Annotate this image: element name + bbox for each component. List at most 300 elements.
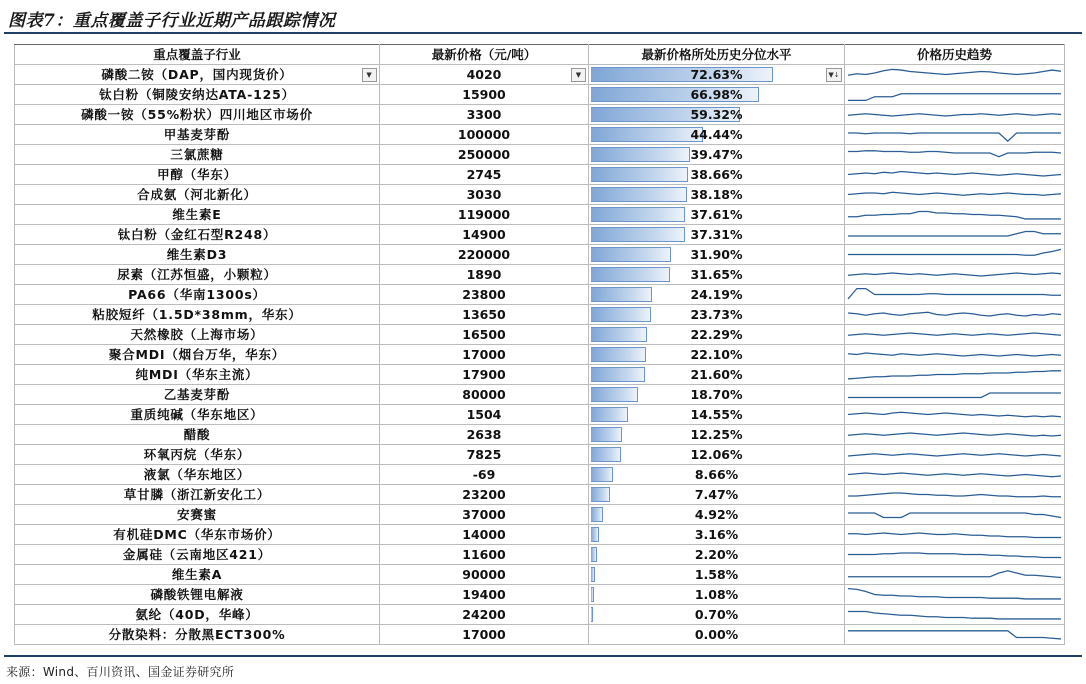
- percentile-value: 22.29%: [690, 327, 743, 342]
- industry-name: 醋酸: [183, 427, 211, 442]
- latest-price: 4020: [466, 67, 502, 82]
- sparkline-path: [848, 473, 1061, 477]
- sparkline-path: [848, 232, 1061, 236]
- trend-cell: [845, 265, 1065, 285]
- latest-price: 15900: [462, 87, 506, 102]
- percentile-cell[interactable]: [589, 625, 845, 645]
- trend-cell: [845, 565, 1065, 585]
- sparkline-path: [848, 571, 1061, 578]
- product-tracking-table: [14, 44, 1065, 645]
- latest-price-cell[interactable]: [380, 145, 589, 165]
- price-trend-sparkline: [845, 505, 1064, 524]
- table-row[interactable]: [15, 445, 1065, 465]
- latest-price: 23200: [462, 487, 506, 502]
- industry-name: 甲醇（华东）: [157, 167, 237, 182]
- industry-cell[interactable]: [15, 525, 380, 545]
- sparkline-path: [848, 192, 1061, 195]
- industry-name: 维生素E: [172, 207, 222, 222]
- filter-sort-icon[interactable]: ▼↓: [826, 68, 842, 82]
- sparkline-path: [848, 493, 1061, 497]
- industry-name: 分散染料：分散黑ECT300%: [108, 627, 286, 642]
- percentile-value: 24.19%: [690, 287, 743, 302]
- latest-price-cell[interactable]: [380, 125, 589, 145]
- price-trend-sparkline: [845, 345, 1064, 364]
- industry-name: 尿素（江苏恒盛，小颗粒）: [117, 267, 277, 282]
- percentile-value: 12.06%: [690, 447, 743, 462]
- industry-name: 维生素A: [171, 567, 223, 582]
- percentile-cell[interactable]: [589, 385, 845, 405]
- latest-price: 16500: [462, 327, 506, 342]
- latest-price-cell[interactable]: [380, 325, 589, 345]
- price-trend-sparkline: [845, 145, 1064, 164]
- sparkline-path: [848, 393, 1061, 397]
- industry-name: 甲基麦芽酚: [163, 127, 231, 142]
- industry-name: 环氧丙烷（华东）: [143, 447, 251, 462]
- table-body: [15, 65, 1065, 645]
- header-latest-price[interactable]: 最新价格（元/吨）: [380, 45, 589, 65]
- table-row[interactable]: [15, 105, 1065, 125]
- latest-price-cell[interactable]: [380, 425, 589, 445]
- price-trend-sparkline: [845, 205, 1064, 224]
- sparkline-path: [848, 69, 1061, 75]
- industry-cell[interactable]: [15, 505, 380, 525]
- percentile-value: 38.18%: [690, 187, 743, 202]
- industry-cell[interactable]: [15, 545, 380, 565]
- table-row[interactable]: [15, 345, 1065, 365]
- percentile-value: 44.44%: [690, 127, 743, 142]
- table-row[interactable]: [15, 285, 1065, 305]
- latest-price: 1890: [466, 267, 502, 282]
- percentile-cell[interactable]: [589, 525, 845, 545]
- industry-cell[interactable]: [15, 625, 380, 645]
- industry-cell[interactable]: [15, 485, 380, 505]
- sparkline-path: [848, 612, 1061, 619]
- figure-title: 图表7：重点覆盖子行业近期产品跟踪情况: [8, 11, 336, 31]
- sparkline-path: [848, 212, 1061, 219]
- price-trend-sparkline: [845, 85, 1064, 104]
- price-trend-sparkline: [845, 105, 1064, 124]
- percentile-value: 22.10%: [690, 347, 743, 362]
- price-trend-sparkline: [845, 625, 1064, 644]
- sparkline-path: [848, 249, 1061, 255]
- percentile-cell[interactable]: [589, 145, 845, 165]
- percentile-value: 0.00%: [694, 627, 739, 642]
- price-trend-sparkline: [845, 545, 1064, 564]
- trend-cell: [845, 345, 1065, 365]
- percentile-value: 3.16%: [694, 527, 739, 542]
- industry-cell[interactable]: [15, 345, 380, 365]
- table-row[interactable]: [15, 325, 1065, 345]
- percentile-cell[interactable]: [589, 585, 845, 605]
- latest-price-cell[interactable]: [380, 345, 589, 365]
- latest-price: 17900: [462, 367, 506, 382]
- industry-name: 磷酸铁锂电解液: [150, 587, 244, 602]
- price-trend-sparkline: [845, 165, 1064, 184]
- title-divider: [4, 32, 1082, 34]
- industry-cell[interactable]: [15, 305, 380, 325]
- latest-price: 11600: [462, 547, 506, 562]
- industry-name: 天然橡胶（上海市场）: [130, 327, 264, 342]
- industry-cell[interactable]: [15, 205, 380, 225]
- table-row[interactable]: [15, 405, 1065, 425]
- trend-cell: [845, 325, 1065, 345]
- industry-name: 纯MDI（华东主流）: [135, 367, 259, 382]
- percentile-cell[interactable]: [589, 65, 845, 85]
- table-row[interactable]: [15, 565, 1065, 585]
- price-trend-sparkline: [845, 425, 1064, 444]
- latest-price: 1504: [466, 407, 502, 422]
- trend-cell: [845, 605, 1065, 625]
- table-row[interactable]: [15, 485, 1065, 505]
- industry-name: 三氯蔗糖: [170, 147, 224, 162]
- percentile-cell[interactable]: [589, 485, 845, 505]
- industry-name: 聚合MDI（烟台万华，华东）: [108, 347, 286, 362]
- percentile-cell[interactable]: [589, 565, 845, 585]
- percentile-value: 72.63%: [690, 67, 743, 82]
- sparkline-path: [848, 533, 1061, 537]
- table-row[interactable]: [15, 365, 1065, 385]
- latest-price-cell[interactable]: [380, 605, 589, 625]
- sparkline-path: [848, 273, 1061, 276]
- trend-cell: [845, 485, 1065, 505]
- percentile-value: 31.90%: [690, 247, 743, 262]
- trend-cell: [845, 125, 1065, 145]
- sparkline-path: [848, 412, 1061, 416]
- percentile-value: 59.32%: [690, 107, 743, 122]
- industry-cell[interactable]: [15, 425, 380, 445]
- industry-name: 维生素D3: [166, 247, 228, 262]
- percentile-cell[interactable]: [589, 205, 845, 225]
- chevron-down-icon[interactable]: ▼: [362, 68, 377, 82]
- percentile-cell[interactable]: [589, 305, 845, 325]
- latest-price: 80000: [462, 387, 506, 402]
- trend-cell: [845, 285, 1065, 305]
- sparkline-path: [848, 433, 1061, 436]
- industry-cell[interactable]: [15, 145, 380, 165]
- header-percentile[interactable]: 最新价格所处历史分位水平: [589, 45, 845, 65]
- percentile-value: 21.60%: [690, 367, 743, 382]
- industry-cell[interactable]: [15, 605, 380, 625]
- industry-cell[interactable]: [15, 445, 380, 465]
- table-row[interactable]: [15, 425, 1065, 445]
- table-row[interactable]: [15, 165, 1065, 185]
- price-trend-sparkline: [845, 525, 1064, 544]
- industry-cell[interactable]: [15, 85, 380, 105]
- industry-name: 钛白粉（金红石型R248）: [117, 227, 277, 242]
- trend-cell: [845, 225, 1065, 245]
- percentile-cell[interactable]: [589, 265, 845, 285]
- industry-cell[interactable]: [15, 385, 380, 405]
- percentile-value: 8.66%: [694, 467, 739, 482]
- latest-price: 14000: [462, 527, 506, 542]
- table-row[interactable]: [15, 225, 1065, 245]
- latest-price-cell[interactable]: [380, 385, 589, 405]
- sparkline-path: [848, 553, 1061, 557]
- percentile-cell[interactable]: [589, 225, 845, 245]
- sparkline-path: [848, 151, 1061, 157]
- chevron-down-icon[interactable]: ▼: [571, 68, 586, 82]
- industry-cell[interactable]: [15, 185, 380, 205]
- latest-price: 23800: [462, 287, 506, 302]
- sparkline-path: [848, 133, 1061, 141]
- latest-price-cell[interactable]: [380, 625, 589, 645]
- latest-price-cell[interactable]: [380, 265, 589, 285]
- price-trend-sparkline: [845, 265, 1064, 284]
- industry-cell[interactable]: [15, 125, 380, 145]
- latest-price: 13650: [462, 307, 506, 322]
- percentile-cell[interactable]: [589, 605, 845, 625]
- industry-name: 草甘膦（浙江新安化工）: [123, 487, 271, 502]
- trend-cell: [845, 545, 1065, 565]
- trend-cell: [845, 185, 1065, 205]
- percentile-cell[interactable]: [589, 125, 845, 145]
- price-trend-sparkline: [845, 245, 1064, 264]
- latest-price-cell[interactable]: [380, 245, 589, 265]
- percentile-value: 37.31%: [690, 227, 743, 242]
- table-row[interactable]: [15, 385, 1065, 405]
- table-row[interactable]: [15, 505, 1065, 525]
- latest-price-cell[interactable]: [380, 185, 589, 205]
- percentile-cell[interactable]: [589, 85, 845, 105]
- percentile-value: 23.73%: [690, 307, 743, 322]
- industry-cell[interactable]: [15, 225, 380, 245]
- source-note: 来源：Wind、百川资讯、国金证券研究所: [6, 665, 235, 679]
- price-trend-sparkline: [845, 585, 1064, 604]
- percentile-cell[interactable]: [589, 365, 845, 385]
- sparkline-path: [848, 454, 1061, 456]
- latest-price: 2745: [466, 167, 502, 182]
- industry-cell[interactable]: [15, 465, 380, 485]
- trend-cell: [845, 245, 1065, 265]
- price-trend-sparkline: [845, 605, 1064, 624]
- latest-price-cell[interactable]: [380, 445, 589, 465]
- price-trend-sparkline: [845, 565, 1064, 584]
- header-industry[interactable]: 重点覆盖子行业: [15, 45, 380, 65]
- industry-name: 重质纯碱（华东地区）: [130, 407, 264, 422]
- industry-cell[interactable]: [15, 285, 380, 305]
- percentile-value: 14.55%: [690, 407, 743, 422]
- sparkline-path: [848, 589, 1061, 599]
- percentile-cell[interactable]: [589, 545, 845, 565]
- latest-price: 220000: [457, 247, 511, 262]
- price-trend-sparkline: [845, 445, 1064, 464]
- latest-price-cell[interactable]: [380, 205, 589, 225]
- industry-name: 乙基麦芽酚: [163, 387, 231, 402]
- price-trend-sparkline: [845, 385, 1064, 404]
- industry-name: 氨纶（40D，华峰）: [135, 607, 259, 622]
- latest-price: 37000: [462, 507, 506, 522]
- trend-cell: [845, 145, 1065, 165]
- table-row[interactable]: [15, 605, 1065, 625]
- latest-price-cell[interactable]: [380, 545, 589, 565]
- percentile-cell[interactable]: [589, 345, 845, 365]
- trend-cell: [845, 445, 1065, 465]
- sparkline-path: [848, 289, 1061, 299]
- industry-cell[interactable]: [15, 265, 380, 285]
- price-trend-sparkline: [845, 125, 1064, 144]
- percentile-cell[interactable]: [589, 285, 845, 305]
- industry-cell[interactable]: [15, 325, 380, 345]
- table-row[interactable]: [15, 245, 1065, 265]
- industry-cell[interactable]: [15, 105, 380, 125]
- percentile-cell[interactable]: [589, 185, 845, 205]
- percentile-value: 7.47%: [694, 487, 739, 502]
- percentile-value: 66.98%: [690, 87, 743, 102]
- industry-name: 有机硅DMC（华东市场价）: [113, 527, 281, 542]
- percentile-value: 1.58%: [694, 567, 739, 582]
- latest-price: 14900: [462, 227, 506, 242]
- table-row[interactable]: [15, 125, 1065, 145]
- percentile-value: 12.25%: [690, 427, 743, 442]
- price-trend-sparkline: [845, 325, 1064, 344]
- latest-price-cell[interactable]: [380, 405, 589, 425]
- percentile-cell[interactable]: [589, 465, 845, 485]
- price-trend-sparkline: [845, 305, 1064, 324]
- table-row[interactable]: [15, 305, 1065, 325]
- price-trend-sparkline: [845, 405, 1064, 424]
- trend-cell: [845, 305, 1065, 325]
- percentile-cell[interactable]: [589, 165, 845, 185]
- table-row[interactable]: [15, 145, 1065, 165]
- latest-price-cell[interactable]: [380, 225, 589, 245]
- sparkline-path: [848, 94, 1061, 101]
- industry-name: 粘胶短纤（1.5D*38mm，华东）: [92, 307, 302, 322]
- trend-cell: [845, 505, 1065, 525]
- sparkline-path: [848, 631, 1061, 639]
- industry-name: 钛白粉（铜陵安纳达ATA-125）: [99, 87, 295, 102]
- latest-price-cell[interactable]: [380, 165, 589, 185]
- industry-name: 磷酸二铵（DAP，国内现货价）: [101, 67, 293, 82]
- trend-cell: [845, 585, 1065, 605]
- industry-cell[interactable]: [15, 585, 380, 605]
- percentile-value: 0.70%: [694, 607, 739, 622]
- source-divider: [4, 655, 1082, 657]
- trend-cell: [845, 205, 1065, 225]
- percentile-value: 39.47%: [690, 147, 743, 162]
- trend-cell: [845, 385, 1065, 405]
- latest-price-cell[interactable]: [380, 465, 589, 485]
- industry-name: PA66（华南1300s）: [128, 287, 266, 302]
- latest-price-cell[interactable]: [380, 105, 589, 125]
- latest-price-cell[interactable]: [380, 305, 589, 325]
- industry-cell[interactable]: [15, 365, 380, 385]
- latest-price: 3300: [466, 107, 502, 122]
- latest-price: 17000: [462, 347, 506, 362]
- trend-cell: [845, 465, 1065, 485]
- latest-price-cell[interactable]: [380, 285, 589, 305]
- industry-name: 安赛蜜: [177, 507, 217, 522]
- trend-cell: [845, 405, 1065, 425]
- table-row[interactable]: [15, 525, 1065, 545]
- industry-cell[interactable]: [15, 405, 380, 425]
- industry-cell[interactable]: [15, 245, 380, 265]
- latest-price: 19400: [462, 587, 506, 602]
- table-row[interactable]: [15, 265, 1065, 285]
- latest-price-cell[interactable]: [380, 485, 589, 505]
- trend-cell: [845, 425, 1065, 445]
- industry-cell[interactable]: [15, 565, 380, 585]
- sparkline-path: [848, 172, 1061, 176]
- latest-price-cell[interactable]: [380, 65, 589, 85]
- industry-cell[interactable]: [15, 65, 380, 85]
- header-row: [15, 45, 1065, 65]
- table-row[interactable]: [15, 625, 1065, 645]
- table-row[interactable]: [15, 65, 1065, 85]
- sparkline-path: [848, 353, 1061, 356]
- percentile-cell[interactable]: [589, 425, 845, 445]
- trend-cell: [845, 65, 1065, 85]
- latest-price-cell[interactable]: [380, 85, 589, 105]
- price-trend-sparkline: [845, 65, 1064, 84]
- table-row[interactable]: [15, 185, 1065, 205]
- trend-cell: [845, 165, 1065, 185]
- percentile-value: 2.20%: [694, 547, 739, 562]
- latest-price-cell[interactable]: [380, 565, 589, 585]
- price-trend-sparkline: [845, 365, 1064, 384]
- latest-price: 100000: [457, 127, 511, 142]
- latest-price: 17000: [462, 627, 506, 642]
- sparkline-path: [848, 312, 1061, 316]
- latest-price: -69: [472, 467, 496, 482]
- latest-price-cell[interactable]: [380, 365, 589, 385]
- percentile-cell[interactable]: [589, 105, 845, 125]
- table-row[interactable]: [15, 205, 1065, 225]
- price-trend-sparkline: [845, 225, 1064, 244]
- latest-price-cell[interactable]: [380, 525, 589, 545]
- trend-cell: [845, 525, 1065, 545]
- sparkline-path: [848, 513, 1061, 517]
- price-trend-sparkline: [845, 285, 1064, 304]
- sparkline-path: [848, 114, 1061, 116]
- percentile-cell[interactable]: [589, 325, 845, 345]
- percentile-value: 1.08%: [694, 587, 739, 602]
- industry-name: 金属硅（云南地区421）: [122, 547, 272, 562]
- percentile-value: 4.92%: [694, 507, 739, 522]
- percentile-cell[interactable]: [589, 245, 845, 265]
- industry-name: 磷酸一铵（55%粉状）四川地区市场价: [81, 107, 313, 122]
- trend-cell: [845, 85, 1065, 105]
- sparkline-path: [848, 371, 1061, 379]
- latest-price-cell[interactable]: [380, 505, 589, 525]
- percentile-value: 38.66%: [690, 167, 743, 182]
- price-trend-sparkline: [845, 465, 1064, 484]
- latest-price: 7825: [466, 447, 502, 462]
- latest-price-cell[interactable]: [380, 585, 589, 605]
- industry-name: 液氯（华东地区）: [143, 467, 251, 482]
- header-trend[interactable]: 价格历史趋势: [845, 45, 1065, 65]
- table-row[interactable]: [15, 465, 1065, 485]
- latest-price: 24200: [462, 607, 506, 622]
- table-row[interactable]: [15, 585, 1065, 605]
- percentile-value: 31.65%: [690, 267, 743, 282]
- latest-price: 2638: [466, 427, 502, 442]
- percentile-cell[interactable]: [589, 445, 845, 465]
- price-trend-sparkline: [845, 185, 1064, 204]
- industry-cell[interactable]: [15, 165, 380, 185]
- percentile-cell[interactable]: [589, 405, 845, 425]
- percentile-cell[interactable]: [589, 505, 845, 525]
- percentile-value: 18.70%: [690, 387, 743, 402]
- latest-price: 250000: [457, 147, 511, 162]
- latest-price: 119000: [457, 207, 511, 222]
- trend-cell: [845, 365, 1065, 385]
- sparkline-path: [848, 333, 1061, 335]
- table-row[interactable]: [15, 545, 1065, 565]
- latest-price: 3030: [466, 187, 502, 202]
- trend-cell: [845, 105, 1065, 125]
- percentile-value: 37.61%: [690, 207, 743, 222]
- table-row[interactable]: [15, 85, 1065, 105]
